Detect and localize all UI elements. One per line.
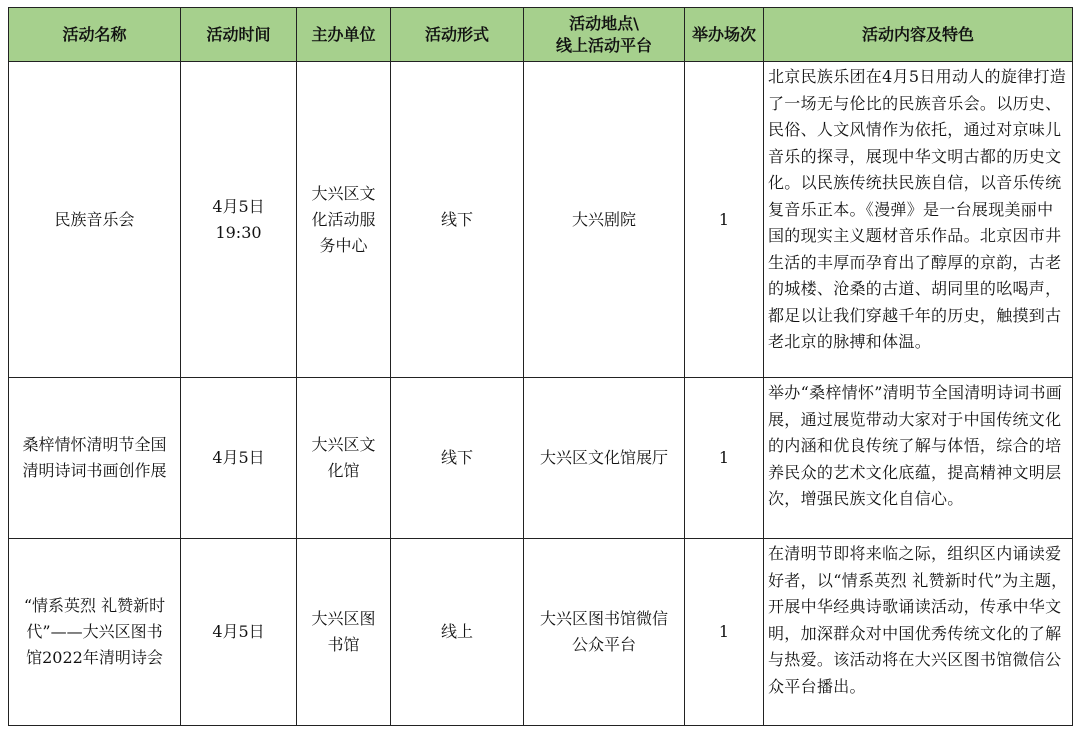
cell-activity-name: 民族音乐会 [9, 62, 181, 378]
header-organizer: 主办单位 [297, 8, 391, 62]
cell-activity-time: 4月5日 [181, 539, 297, 726]
cell-venue: 大兴区文化馆展厅 [524, 378, 685, 539]
header-venue-platform: 活动地点\ 线上活动平台 [524, 8, 685, 62]
cell-sessions: 1 [685, 539, 764, 726]
cell-organizer: 大兴区图 书馆 [297, 539, 391, 726]
cell-activity-form: 线上 [391, 539, 524, 726]
header-activity-form: 活动形式 [391, 8, 524, 62]
header-activity-name: 活动名称 [9, 8, 181, 62]
header-activity-time: 活动时间 [181, 8, 297, 62]
cell-activity-name: 桑梓情怀清明节全国 清明诗词书画创作展 [9, 378, 181, 539]
cell-sessions: 1 [685, 62, 764, 378]
cell-description: 北京民族乐团在4月5日用动人的旋律打造了一场无与伦比的民族音乐会。以历史、民俗、人文风情作为依托，通过对京味儿音乐的探寻，展现中华文明古都的历史文化。以民族传统扶民族自信，以音乐传统复音乐正本。《漫弹》是一台展现美丽中国的现实主义题材音乐作品。北京因市井生活的丰厚而孕育出了醇厚的京韵，古老的城楼、沧桑的古道、胡同里的吆喝声，都足以让我们穿越千年的历史，触摸到古老北京的脉搏和体温。 [764, 62, 1073, 378]
cell-description: 举办“桑梓情怀”清明节全国清明诗词书画展，通过展览带动大家对于中国传统文化的内涵和优良传统了解与体悟，综合的培养民众的艺术文化底蕴，提高精神文明层次，增强民族文化自信心。 [764, 378, 1073, 539]
cell-venue: 大兴剧院 [524, 62, 685, 378]
cell-venue: 大兴区图书馆微信 公众平台 [524, 539, 685, 726]
activity-table [8, 7, 1073, 726]
table-row [9, 62, 1073, 378]
header-content-features: 活动内容及特色 [764, 8, 1073, 62]
cell-activity-form: 线下 [391, 62, 524, 378]
header-row [9, 8, 1073, 62]
cell-activity-name: “情系英烈 礼赞新时 代”——大兴区图书 馆2022年清明诗会 [9, 539, 181, 726]
cell-activity-form: 线下 [391, 378, 524, 539]
cell-activity-time: 4月5日 [181, 378, 297, 539]
cell-organizer: 大兴区文 化馆 [297, 378, 391, 539]
cell-description: 在清明节即将来临之际，组织区内诵读爱好者，以“情系英烈 礼赞新时代”为主题，开展中华经典诗歌诵读活动，传承中华文明，加深群众对中国优秀传统文化的了解与热爱。该活动将在大兴区图书馆微信公众平台播出。 [764, 539, 1073, 726]
cell-activity-time: 4月5日 19:30 [181, 62, 297, 378]
table-row [9, 378, 1073, 539]
cell-organizer: 大兴区文 化活动服 务中心 [297, 62, 391, 378]
cell-sessions: 1 [685, 378, 764, 539]
table-row [9, 539, 1073, 726]
header-sessions: 举办场次 [685, 8, 764, 62]
